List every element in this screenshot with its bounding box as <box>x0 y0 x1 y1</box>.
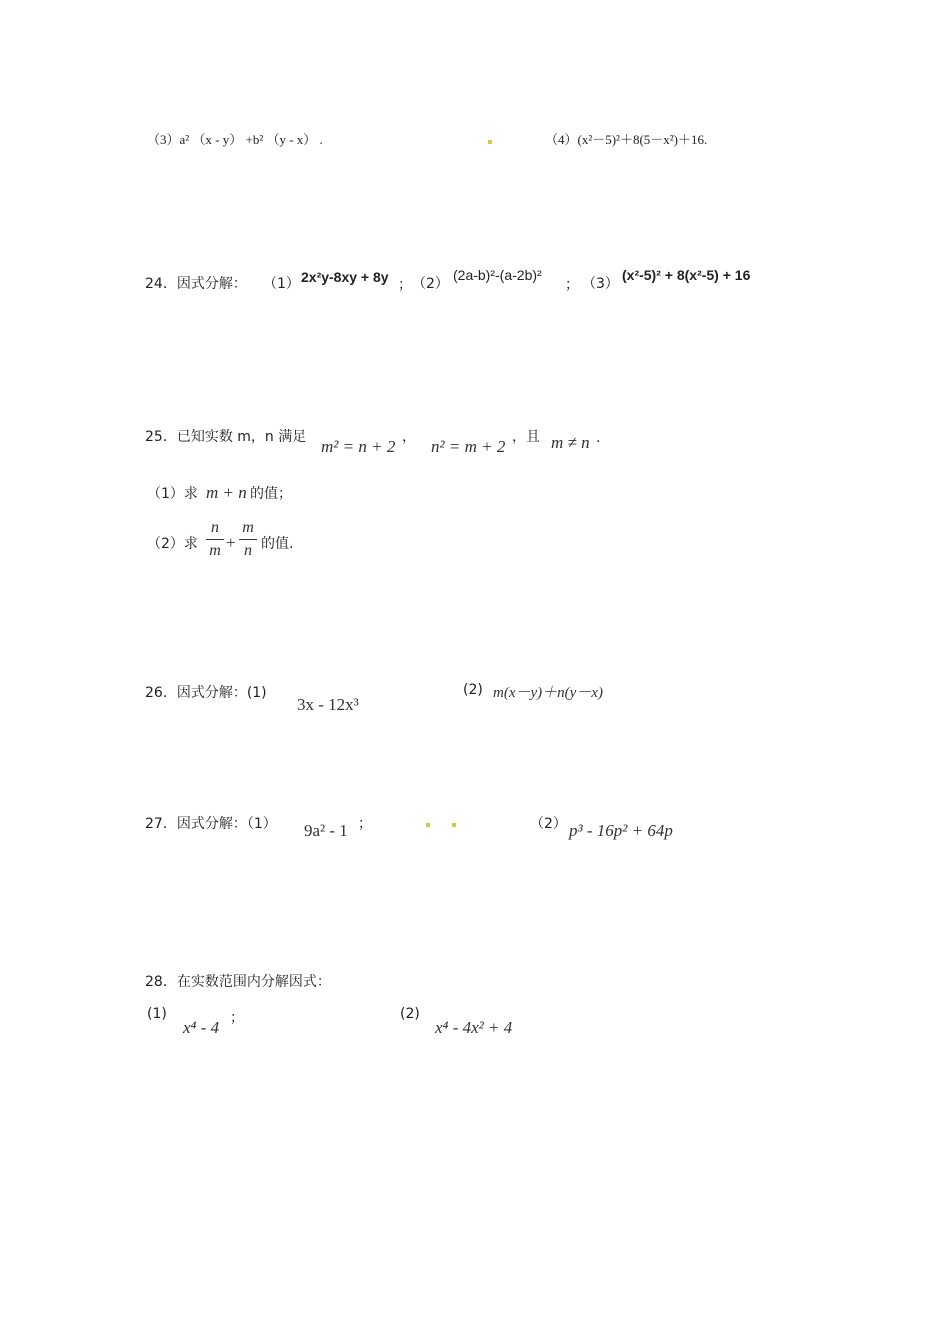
frac2-bar <box>239 539 257 540</box>
q25-sub1-tail: 的值； <box>250 486 292 502</box>
q25-sub1-expr: m + n <box>206 483 247 502</box>
q25-condition: m ≠ n <box>551 433 590 452</box>
q24-label: 24．因式分解： <box>145 276 247 292</box>
q24-sep2: ； <box>565 277 579 293</box>
q28-part2-expr: x⁴ - 4x² + 4 <box>435 1018 513 1037</box>
q23-part4: （4）(x²－5)²＋8(5－x²)＋16. <box>545 132 708 147</box>
q24-part3-tag: （3） <box>582 276 619 292</box>
frac1-bar <box>206 539 224 540</box>
q26-part2-expr: m(x－y)＋n(y－x) <box>493 685 603 701</box>
frac1-numerator: n <box>211 519 219 536</box>
q24-sep1: ； <box>398 277 412 293</box>
q24-part2-tag: （2） <box>412 276 449 292</box>
q24-part1-expr: 2x²y-8xy + 8y <box>301 269 389 285</box>
q25-eq2: n² = m + 2 <box>431 437 506 456</box>
q25-label: 25．已知实数 m，n 满足 <box>145 429 307 445</box>
q25-fraction-n-over-m <box>205 519 225 560</box>
q27-label: 27．因式分解：（1） <box>145 816 277 832</box>
q24-part2-expr: (2a-b)²-(a-2b)² <box>453 267 542 283</box>
stray-dot <box>452 823 456 827</box>
q25-sub2-tail: 的值. <box>261 536 294 552</box>
q26-part2-tag: (2) <box>463 682 483 698</box>
q25-period: . <box>596 430 601 446</box>
q25-fraction-m-over-n <box>238 519 258 560</box>
q28-part1-tag: (1) <box>147 1006 167 1022</box>
q28-label: 28．在实数范围内分解因式： <box>145 974 331 990</box>
q25-comma1: ， <box>402 429 416 445</box>
q28-sep: ； <box>230 1010 244 1026</box>
q24-part3-expr: (x²-5)² + 8(x²-5) + 16 <box>622 267 751 283</box>
q27-sep: ； <box>358 816 372 832</box>
q25-plus: + <box>226 533 236 552</box>
q25-sub2-tag: （2）求 <box>147 536 198 552</box>
q25-comma2: ，且 <box>512 429 540 445</box>
q25-eq1: m² = n + 2 <box>321 437 396 456</box>
q27-part2-tag: （2） <box>530 816 567 832</box>
q27-part2-expr: p³ - 16p² + 64p <box>569 821 673 840</box>
q23-part3: （3）a² （x - y） +b² （y - x） . <box>147 132 323 147</box>
q26-label: 26．因式分解：(1) <box>145 685 267 701</box>
q26-part1-expr: 3x - 12x³ <box>297 695 359 714</box>
q27-part1-expr: 9a² - 1 <box>304 821 348 840</box>
q28-part2-tag: (2) <box>400 1006 420 1022</box>
stray-dot <box>426 823 430 827</box>
q28-part1-expr: x⁴ - 4 <box>183 1018 220 1037</box>
q25-sub1-tag: （1）求 <box>147 486 198 502</box>
frac2-numerator: m <box>242 519 254 536</box>
frac2-denominator: n <box>244 542 252 559</box>
stray-dot <box>488 140 492 144</box>
q24-part1-tag: （1） <box>263 276 300 292</box>
frac1-denominator: m <box>209 542 221 559</box>
